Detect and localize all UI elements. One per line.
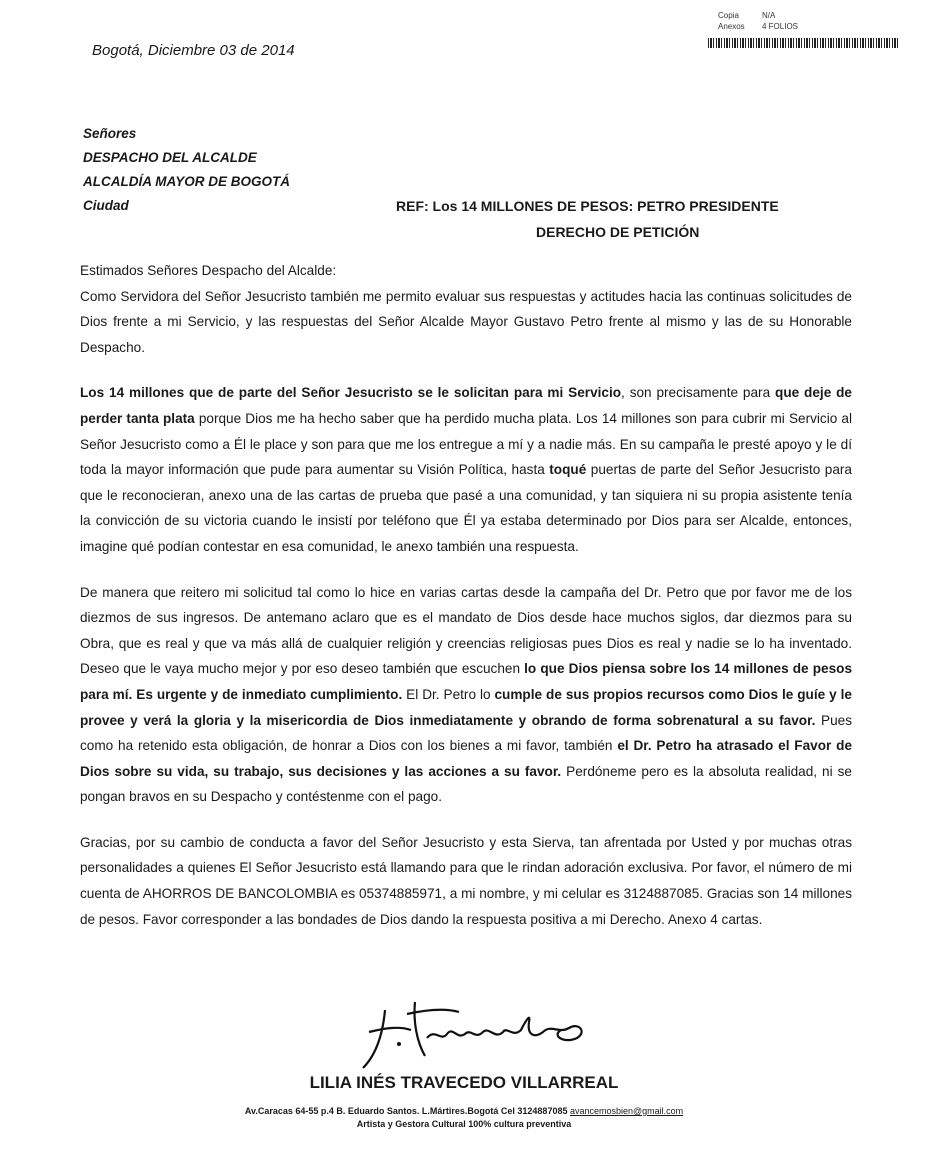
recipient-line: DESPACHO DEL ALCALDE [83, 150, 257, 165]
bold-text: cumple de sus propios recursos como Dios le guíe y le provee y verá la gloria y la misericordia de Dios inmediatamente y obrando de forma sobrenatural a su favor. [80, 686, 852, 728]
recipient-line: ALCALDÍA MAYOR DE BOGOTÁ [83, 174, 290, 189]
stamp-copia-value: N/A [762, 11, 776, 20]
stamp-anexos-label: Anexos [718, 22, 745, 31]
text: puertas de parte del Señor Jesucristo para que le reconocieran, anexo una de las cartas de prueba que pasé a una comunidad, y tan siquiera ni su propia asistente tenía la convicción de su victoria cuando le insistí por teléfono que Él ya estaba determinado por Dios para ser Alcalde, entonces, imagine qué podían contestar en esa comunidad, le anexo también una respuesta. [80, 462, 852, 554]
handwritten-signature [355, 992, 605, 1072]
paragraph-4: Gracias, por su cambio de conducta a favor del Señor Jesucristo y esta Sierva, tan afrentada por Usted y por muchas otras personalidades a quienes El Señor Jesucristo está llamando para que le rindan adoración exclusiva. Por favor, el número de mi cuenta de AHORROS DE BANCOLOMBIA es 05374885971, a mi nombre, y mi celular es 3124887085. Gracias son 14 millones de pesos. Favor corresponder a las bondades de Dios dando la respuesta positiva a mi Derecho. Anexo 4 cartas. [80, 834, 852, 927]
bold-text: lo que Dios piensa sobre los 14 millones de pesos para mí. Es urgente y de inmediato cumplimiento. [80, 661, 853, 702]
letter-body [80, 258, 852, 952]
recipient-line: Ciudad [83, 198, 129, 213]
reference-block [396, 193, 816, 245]
text: El Dr. Petro lo [402, 686, 495, 702]
text: De manera que reitero mi solicitud tal como lo hice en varias cartas desde la campaña del Dr. Petro que por favor me de los diezmos de sus ingresos. De antemano aclaro que es el mandato de Dios desde hace muchos siglos, dar diezmos para su Obra, que es real y que va más allá de cualquier religión y creencias religiosas pues Dios es real y nadie se lo ha inventado. Deseo que le vaya mucho mejor y por eso deseo también que escuchen [80, 584, 852, 677]
sender-tagline: Artista y Gestora Cultural 100% cultura preventiva [356, 1119, 572, 1129]
stamp-copia-label: Copia [718, 11, 739, 20]
bold-text: Los 14 millones que de parte del Señor Jesucristo se le solicitan para mi Servicio [80, 385, 622, 401]
filing-stamp [718, 10, 798, 32]
letter-date: Bogotá, Diciembre 03 de 2014 [92, 42, 295, 59]
email-link[interactable]: avancemosbien@gmail.com [569, 1106, 684, 1116]
greeting: Estimados Señores Despacho del Alcalde: [80, 263, 337, 278]
text: , son precisamente para [621, 385, 776, 401]
paragraph-1: Como Servidora del Señor Jesucristo también me permito evaluar sus respuestas y actitudes hacia las continuas solicitudes de Dios frente a mi Servicio, y las respuestas del Señor Alcalde Mayor Gustavo Petro frente al mismo y las de su Honorable Despacho. [80, 288, 852, 355]
paragraph-3 [80, 580, 852, 810]
text: porque Dios me ha hecho saber que ha perdido mucha plata. Los 14 millones son para cubrir mi Servicio al Señor Jesucristo como a Él le place y son para que me los entregue a mí y a nadie más. En su campaña le presté apoyo y le dí toda la mayor información que pude para aumentar su Visión Política, hasta [80, 410, 852, 478]
recipient-line: Señores [83, 126, 137, 141]
bold-text: toqué [549, 462, 587, 478]
reference-line: REF: Los 14 MILLONES DE PESOS: PETRO PRESIDENTE [396, 198, 779, 214]
recipient-block [83, 122, 290, 218]
bold-text: que deje de perder tanta plata [80, 385, 852, 426]
text: Pues como ha retenido esta obligación, de honrar a Dios con los bienes a mi favor, también [80, 712, 852, 754]
barcode-icon [708, 38, 898, 48]
sender-address [0, 1105, 928, 1131]
reference-line: DERECHO DE PETICIÓN [536, 224, 700, 240]
stamp-anexos-value: 4 FOLIOS [762, 22, 799, 31]
bold-text: el Dr. Petro ha atrasado el Favor de Dios sobre su vida, su trabajo, sus decisiones y las acciones a su favor. [80, 738, 853, 779]
address-line: Av.Caracas 64-55 p.4 B. Eduardo Santos. L.Mártires.Bogotá Cel 3124887085 [244, 1106, 570, 1116]
text: Perdóneme pero es la absoluta realidad, ni se pongan bravos en su Despacho y contéstenme con el pago. [80, 763, 852, 805]
signer-name: LILIA INÉS TRAVECEDO VILLARREAL [309, 1073, 619, 1092]
paragraph-2 [80, 380, 852, 559]
